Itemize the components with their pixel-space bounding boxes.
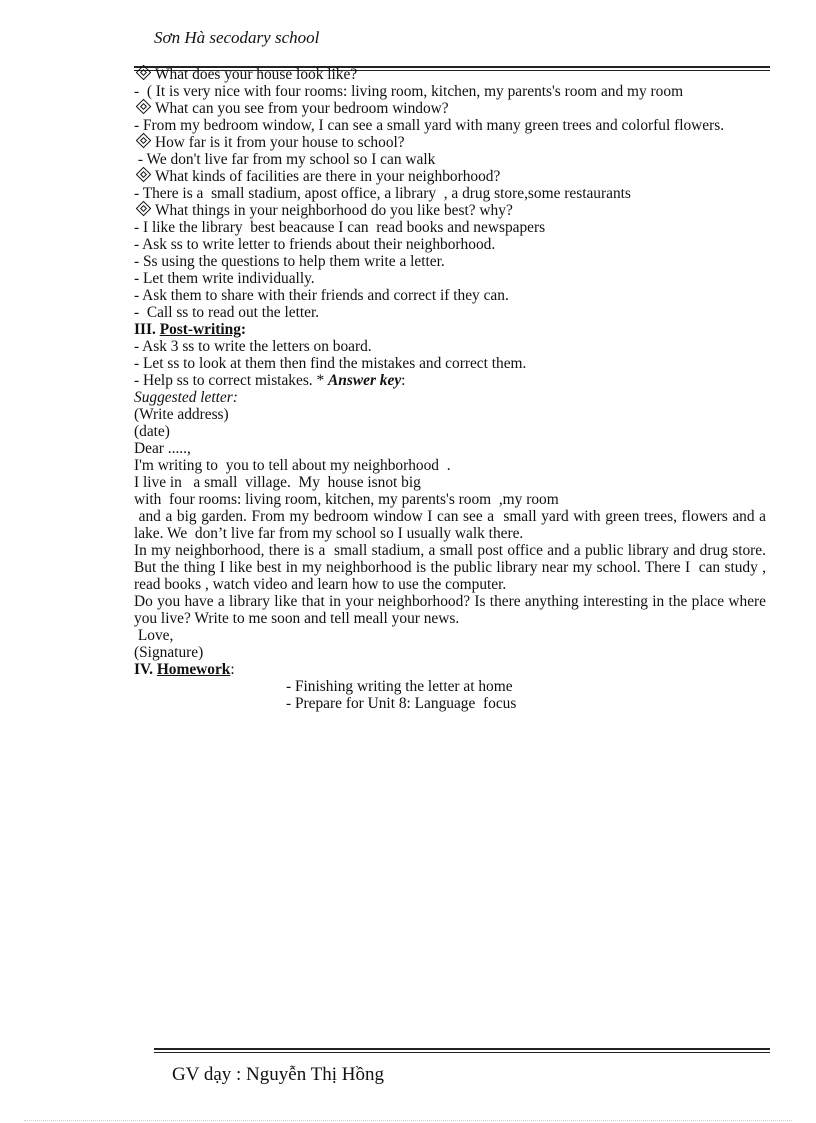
answer-2: - From my bedroom window, I can see a small yard with many green trees and colorful flowers. (134, 117, 725, 134)
letter-signature: (Signature) (134, 644, 204, 661)
diamond-bullet-icon (136, 65, 152, 81)
answer-1: - ( It is very nice with four rooms: living room, kitchen, my parents's room and my room (134, 83, 684, 100)
diamond-bullet-icon (136, 133, 152, 149)
letter-greeting: Dear ....., (134, 440, 191, 457)
post-step-2: - Let ss to look at them then find the mistakes and correct them. (134, 355, 527, 372)
diamond-bullet-icon (136, 201, 152, 217)
footer-teacher: GV dạy : Nguyễn Thị Hồng (172, 1064, 384, 1085)
document-body (134, 66, 770, 712)
question-4: What kinds of facilities are there in your neighborhood? (134, 168, 766, 185)
letter-address: (Write address) (134, 406, 229, 423)
letter-line-2: I live in a small village. My house isnot big (134, 474, 421, 491)
while-step-3: - Let them write individually. (134, 270, 315, 287)
letter-closing: Love, (134, 627, 174, 644)
page-bottom-edge (24, 1120, 792, 1121)
homework-item-2: - Prepare for Unit 8: Language focus (286, 695, 517, 712)
post-step-1: - Ask 3 ss to write the letters on board. (134, 338, 372, 355)
while-step-5: - Call ss to read out the letter. (134, 304, 320, 321)
question-5: What things in your neighborhood do you like best? why? (134, 202, 766, 219)
homework-item-1: - Finishing writing the letter at home (286, 678, 513, 695)
footer-divider (154, 1048, 770, 1053)
question-3: How far is it from your house to school? (134, 134, 766, 151)
answer-5: - I like the library best beacause I can read books and newspapers (134, 219, 546, 236)
while-step-2: - Ss using the questions to help them write a letter. (134, 253, 445, 270)
answer-key-label: Answer key (328, 372, 402, 389)
section-heading-post-writing: III. Post-writing: (134, 321, 247, 338)
while-step-1: - Ask ss to write letter to friends about their neighborhood. (134, 236, 496, 253)
letter-paragraph-3: Do you have a library like that in your neighborhood? Is there anything interesting in the place where you live? Write to me soon and tell meall your news. (134, 593, 770, 627)
suggested-letter-label: Suggested letter: (134, 389, 238, 406)
letter-paragraph-2: In my neighborhood, there is a small stadium, a small post office and a public library and drug store. But the thing I like best in my neighborhood is the public library near my school. There I can study , read books , watch video and learn how to use the computer. (134, 542, 770, 593)
letter-paragraph-1: and a big garden. From my bedroom window I can see a small yard with green trees, flowers and a lake. We don’t live far from my school so I usually walk there. (134, 508, 770, 542)
post-step-3: - Help ss to correct mistakes. * Answer key: (134, 372, 406, 389)
letter-line-3: with four rooms: living room, kitchen, my parents's room ,my room (134, 491, 559, 508)
answer-4: - There is a small stadium, apost office, a library , a drug store,some restaurants (134, 185, 631, 202)
answer-3: - We don't live far from my school so I can walk (134, 151, 436, 168)
letter-date: (date) (134, 423, 170, 440)
section-heading-homework: IV. Homework: (134, 661, 235, 678)
question-2: What can you see from your bedroom window? (134, 100, 766, 117)
letter-line-1: I'm writing to you to tell about my neighborhood . (134, 457, 451, 474)
while-step-4: - Ask them to share with their friends and correct if they can. (134, 287, 509, 304)
diamond-bullet-icon (136, 167, 152, 183)
header-school-name: Sơn Hà secodary school (154, 28, 320, 47)
diamond-bullet-icon (136, 99, 152, 115)
question-1: What does your house look like? (134, 66, 766, 83)
